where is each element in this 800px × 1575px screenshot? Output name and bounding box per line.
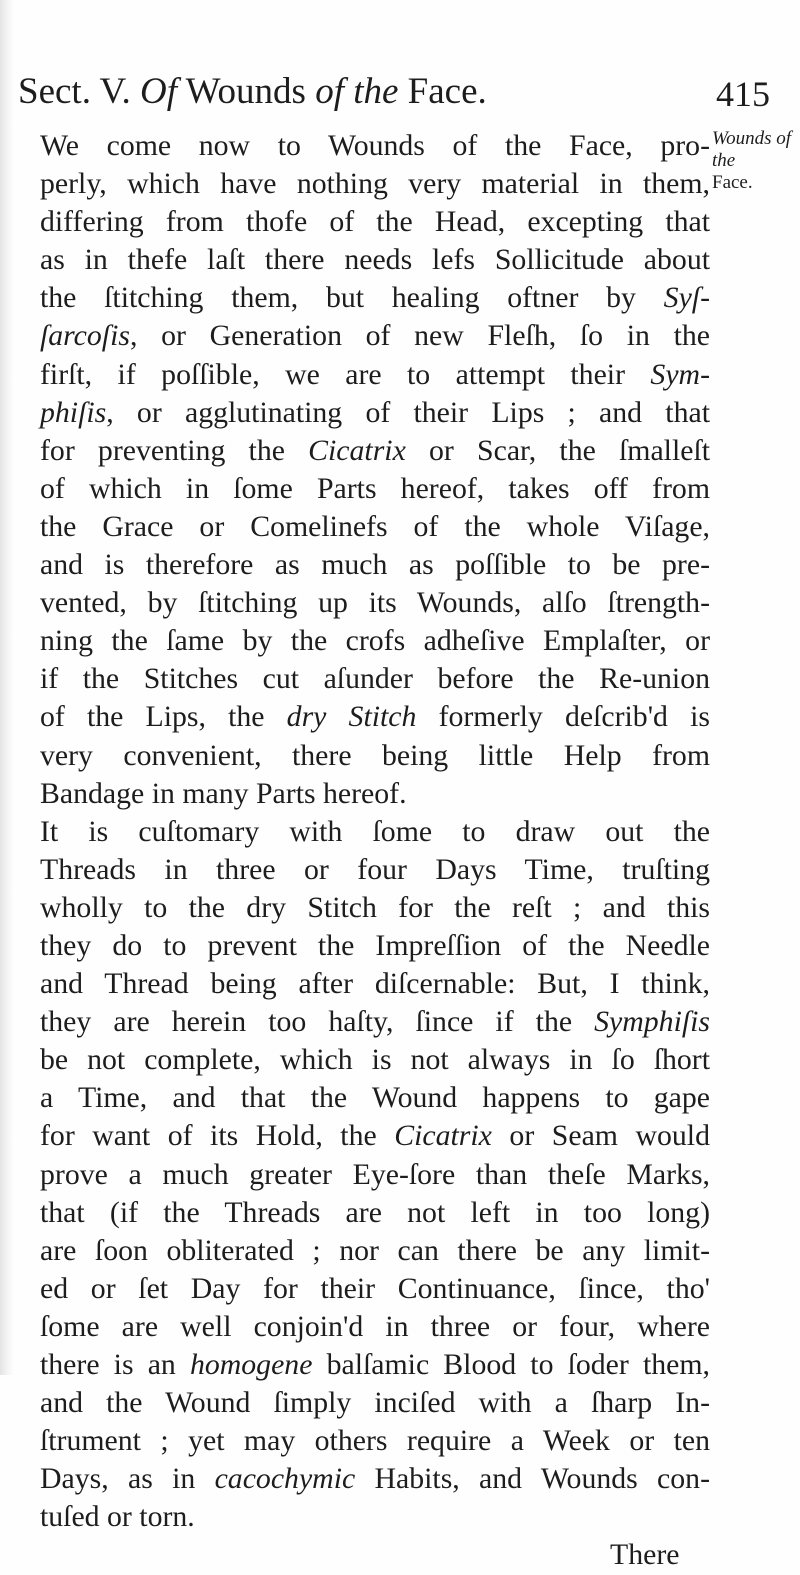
text-line: be not complete, which is not always in ſo ſhort <box>40 1043 710 1077</box>
text-line: phiſis, or agglutinating of their Lips ; and that <box>40 395 710 429</box>
text-line: Bandage in many Parts hereof. <box>40 776 407 810</box>
margin-note <box>712 128 800 194</box>
margin-note-line1: Wounds of <box>712 128 792 149</box>
text-line: and is therefore as much as poſſible to be pre- <box>40 548 710 582</box>
text-line: ning the ſame by the crofs adheſive Emplaſter, or <box>40 624 710 658</box>
text-line: vented, by ſtitching up its Wounds, alſo ſtrength- <box>40 586 710 620</box>
text-line: and Thread being after diſcernable: But, I think, <box>40 967 710 1001</box>
text-line: perly, which have nothing very material in them, <box>40 167 710 201</box>
page-number: 415 <box>716 74 770 114</box>
text-line: are ſoon obliterated ; nor can there be any limit- <box>40 1233 710 1267</box>
text-line: for want of its Hold, the Cicatrix or Seam would <box>40 1119 710 1153</box>
catchword: There <box>610 1538 680 1572</box>
text-line: very convenient, there being little Help from <box>40 738 710 772</box>
text-line: prove a much greater Eye-ſore than theſe Marks, <box>40 1157 710 1191</box>
text-line: that (if the Threads are not left in too long) <box>40 1195 710 1229</box>
text-line: and the Wound ſimply inciſed with a ſharp In- <box>40 1386 710 1420</box>
text-line: ſarcoſis, or Generation of new Fleſh, ſo in the <box>40 319 710 353</box>
text-line: for preventing the Cicatrix or Scar, the ſmalleſt <box>40 433 711 467</box>
text-line: of which in ſome Parts hereof, takes off from <box>40 471 710 505</box>
body-text <box>40 127 710 1575</box>
header-section: Sect. V. <box>18 71 131 112</box>
text-line: It is cuſtomary with ſome to draw out the <box>40 814 710 848</box>
text-line: if the Stitches cut aſunder before the Re-union <box>40 662 710 696</box>
text-line: wholly to the dry Stitch for the reſt ; and this <box>40 890 710 924</box>
margin-note-line2: the Face. <box>712 150 753 193</box>
text-line: Days, as in cacochymic Habits, and Wounds con- <box>40 1462 710 1496</box>
text-line: We come now to Wounds of the Face, pro- <box>40 129 710 162</box>
text-line: they are herein too haſty, ſince if the Symphiſis <box>40 1005 710 1039</box>
text-line: a Time, and that the Wound happens to gape <box>40 1081 710 1115</box>
header-of: Of <box>139 71 177 112</box>
text-line: they do to prevent the Impreſſion of the Needle <box>40 928 710 962</box>
running-header <box>18 72 770 112</box>
text-line: as in thefe laſt there needs lefs Sollicitude about <box>40 243 710 277</box>
text-line: firſt, if poſſible, we are to attempt their Sym- <box>40 357 710 391</box>
text-line: tuſed or torn. <box>40 1500 195 1534</box>
text-line: ed or ſet Day for their Continuance, ſince, tho' <box>40 1271 710 1305</box>
text-line: the Grace or Comelinefs of the whole Viſage, <box>40 509 710 543</box>
text-line: the ſtitching them, but healing oftner by Syſ- <box>40 281 710 315</box>
header-of-the: of the <box>315 71 399 112</box>
text-line: ſome are well conjoin'd in three or four, where <box>40 1309 710 1343</box>
header-face: Face. <box>407 71 487 112</box>
text-line: ſtrument ; yet may others require a Week or ten <box>40 1424 710 1458</box>
header-wounds: Wounds <box>185 71 306 112</box>
text-line: differing from thofe of the Head, excepting that <box>40 205 710 239</box>
text-line: of the Lips, the dry Stitch formerly deſcrib'd is <box>40 700 710 734</box>
page-gutter-shadow <box>0 0 14 1375</box>
text-line: Threads in three or four Days Time, truſting <box>40 852 710 886</box>
text-line: there is an homogene balſamic Blood to ſoder them, <box>40 1348 710 1381</box>
